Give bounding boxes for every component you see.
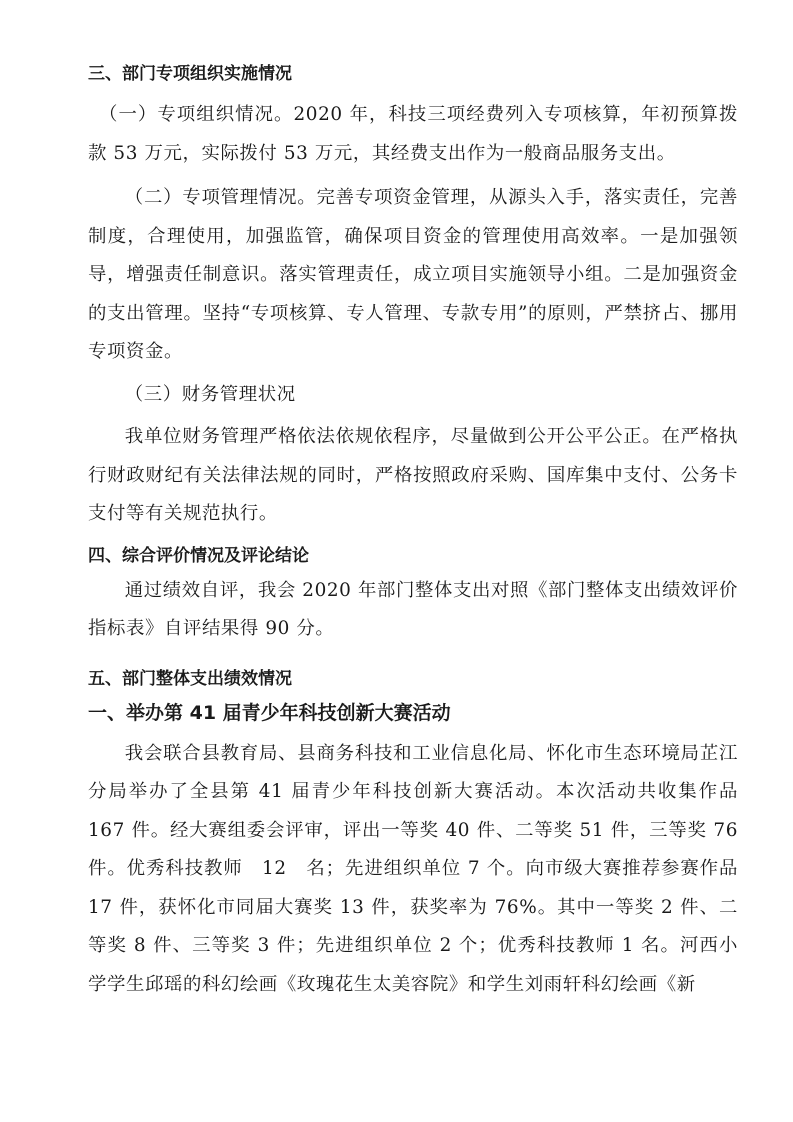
paragraph-financial-management: 我单位财务管理严格依法依规依程序，尽量做到公开公平公正。在严格执行财政财纪有关法律法规的同时，严格按照政府采购、国库集中支付、公务卡支付等有关规范执行。 [88, 426, 738, 524]
section-heading-5: 五、部门整体支出绩效情况 [88, 668, 292, 689]
paragraph-special-management: （二）专项管理情况。完善专项资金管理，从源头入手，落实责任，完善制度，合理使用，加强监管，确保项目资金的管理使用高效率。一是加强领导，增强责任制意识。落实管理责任，成立项目实施领导小组。二是加强资金的支出管理。坚持“专项核算、专人管理、专款专用”的原则，严禁挤占、挪用专项资金。 [88, 187, 738, 362]
subsection-heading-competition: 一、举办第 41 届青少年科技创新大赛活动 [88, 701, 451, 724]
document-page [88, 58, 738, 1004]
section-heading-3: 三、部门专项组织实施情况 [88, 64, 292, 84]
paragraph-financial-heading: （三）财务管理状况 [124, 383, 296, 405]
paragraph-special-organization: （一）专项组织情况。2020 年，科技三项经费列入专项核算，年初预算拨款 53 万元，实际拨付 53 万元，其经费支出作为一般商品服务支出。 [88, 104, 738, 164]
paragraph-competition: 我会联合县教育局、县商务科技和工业信息化局、怀化市生态环境局芷江分局举办了全县第 41 届青少年科技创新大赛活动。本次活动共收集作品 167 件。经大赛组委会评审，评出一等奖 40 件、二等奖 51 件，三等奖 76 件。优秀科技教师 12 名；先进组织单位 7 个。向市级大赛推荐参赛作品 17 件，获怀化市同届大赛奖 13 件，获奖率为 76%。其中一等奖 2 件、二等奖 8 件、三等奖 3 件；先进组织单位 2 个；优秀科技教师 1 名。河西小学学生邱瑶的科幻绘画《玫瑰花生太美容院》和学生刘雨轩科幻绘画《新 [88, 742, 738, 995]
paragraph-evaluation: 通过绩效自评，我会 2020 年部门整体支出对照《部门整体支出绩效评价指标表》自评结果得 90 分。 [88, 579, 738, 639]
section-heading-4: 四、综合评价情况及评论结论 [88, 545, 309, 566]
